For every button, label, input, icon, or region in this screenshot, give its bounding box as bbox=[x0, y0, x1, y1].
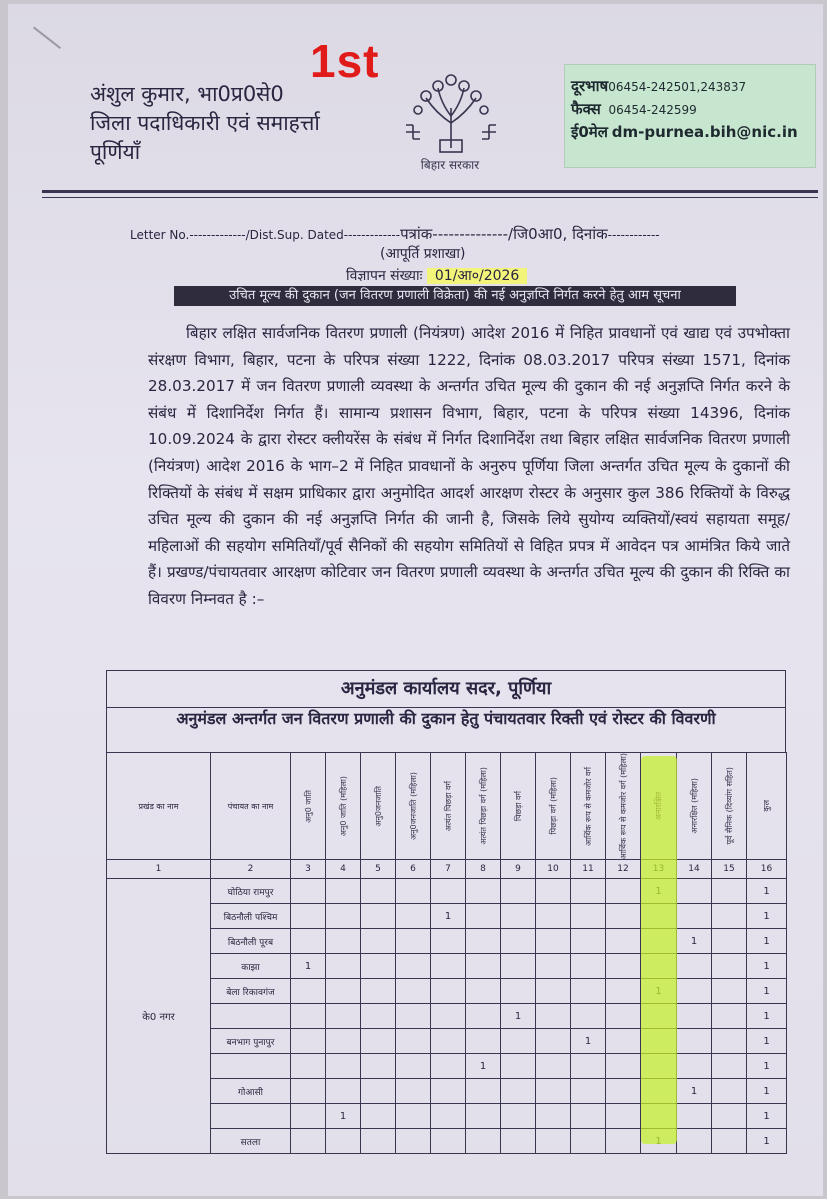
vacancy-cell bbox=[712, 979, 747, 1004]
vacancy-cell bbox=[431, 1054, 466, 1079]
officer-block bbox=[90, 80, 320, 167]
officer-designation: जिला पदाधिकारी एवं समाहर्त्ता bbox=[90, 111, 320, 135]
column-number: 12 bbox=[606, 860, 641, 879]
vacancy-cell bbox=[536, 1004, 571, 1029]
column-header: अनारक्षित (महिला) bbox=[677, 753, 712, 860]
phone-line: दूरभाष06454-242501,243837 bbox=[571, 77, 747, 95]
vacancy-cell bbox=[712, 929, 747, 954]
vacancy-cell: 1 bbox=[677, 929, 712, 954]
vacancy-cell bbox=[606, 879, 641, 904]
vacancy-cell: 1 bbox=[501, 1004, 536, 1029]
vacancy-cell bbox=[712, 879, 747, 904]
vacancy-cell bbox=[361, 1054, 396, 1079]
panchayat-cell: काझा bbox=[211, 954, 291, 979]
vacancy-cell bbox=[291, 1129, 326, 1154]
table-title: अनुमंडल कार्यालय सदर, पूर्णिया bbox=[106, 670, 786, 707]
vacancy-cell bbox=[536, 879, 571, 904]
vacancy-cell bbox=[606, 1029, 641, 1054]
vacancy-cell bbox=[536, 1029, 571, 1054]
vacancy-cell bbox=[606, 1054, 641, 1079]
vacancy-cell: 1 bbox=[747, 929, 787, 954]
vacancy-cell bbox=[326, 879, 361, 904]
supply-branch: (आपूर्ति प्रशाखा) bbox=[380, 246, 466, 262]
panchayat-cell bbox=[211, 1004, 291, 1029]
vacancy-cell bbox=[466, 929, 501, 954]
vacancy-cell bbox=[712, 1029, 747, 1054]
vacancy-cell: 1 bbox=[747, 1029, 787, 1054]
vacancy-cell bbox=[361, 929, 396, 954]
vacancy-cell bbox=[361, 1079, 396, 1104]
fax-line: फैक्स 06454-242599 bbox=[571, 100, 697, 118]
vacancy-cell bbox=[431, 879, 466, 904]
column-header: अनु0 जाति bbox=[291, 753, 326, 860]
vacancy-cell bbox=[396, 1004, 431, 1029]
vacancy-cell bbox=[501, 1129, 536, 1154]
vacancy-cell bbox=[396, 929, 431, 954]
vacancy-cell bbox=[571, 979, 606, 1004]
column-header: अनु0जनजाति (महिला) bbox=[396, 753, 431, 860]
column-header: कुल bbox=[747, 753, 787, 860]
vacancy-cell: 1 bbox=[747, 954, 787, 979]
vacancy-cell bbox=[466, 1079, 501, 1104]
vacancy-cell: 1 bbox=[747, 1004, 787, 1029]
vacancy-cell bbox=[606, 929, 641, 954]
column-number: 7 bbox=[431, 860, 466, 879]
vacancy-cell bbox=[501, 979, 536, 1004]
vacancy-cell bbox=[501, 904, 536, 929]
column-number: 4 bbox=[326, 860, 361, 879]
column-number: 11 bbox=[571, 860, 606, 879]
vacancy-cell: 1 bbox=[431, 904, 466, 929]
vacancy-cell bbox=[677, 1129, 712, 1154]
panchayat-cell: बिठनौली पश्चिम bbox=[211, 904, 291, 929]
vacancy-cell bbox=[501, 1054, 536, 1079]
vacancy-cell bbox=[501, 879, 536, 904]
vacancy-cell bbox=[677, 1029, 712, 1054]
vacancy-cell bbox=[536, 929, 571, 954]
document-page bbox=[8, 4, 823, 1196]
vacancy-cell bbox=[361, 1129, 396, 1154]
vacancy-cell bbox=[431, 1104, 466, 1129]
vacancy-cell bbox=[536, 1079, 571, 1104]
vacancy-cell bbox=[396, 954, 431, 979]
contact-box bbox=[564, 64, 816, 168]
panchayat-cell: बनभाग पुनापुर bbox=[211, 1029, 291, 1054]
vacancy-cell: 1 bbox=[326, 1104, 361, 1129]
panchayat-cell bbox=[211, 1104, 291, 1129]
vacancy-cell bbox=[291, 1029, 326, 1054]
vacancy-cell bbox=[677, 1004, 712, 1029]
column-number: 10 bbox=[536, 860, 571, 879]
vacancy-cell bbox=[712, 1079, 747, 1104]
panchayat-cell: सतला bbox=[211, 1129, 291, 1154]
vacancy-cell bbox=[466, 879, 501, 904]
vacancy-cell bbox=[606, 904, 641, 929]
vacancy-cell: 1 bbox=[747, 979, 787, 1004]
advertisement-number: विज्ञापन संख्याः 01/आ०/2026 bbox=[346, 266, 527, 285]
column-header: अनु0जनजाति bbox=[361, 753, 396, 860]
vacancy-cell bbox=[431, 1004, 466, 1029]
table-row bbox=[107, 879, 787, 904]
vacancy-cell bbox=[501, 1104, 536, 1129]
vacancy-cell bbox=[326, 1054, 361, 1079]
vacancy-cell bbox=[677, 979, 712, 1004]
vacancy-cell bbox=[712, 1054, 747, 1079]
column-number: 6 bbox=[396, 860, 431, 879]
column-header: अत्यंत पिछड़ा वर्ग (महिला) bbox=[466, 753, 501, 860]
vacancy-cell bbox=[326, 1004, 361, 1029]
panchayat-cell: बिठनौली पूरब bbox=[211, 929, 291, 954]
header-rule-thick bbox=[42, 190, 818, 193]
vacancy-cell bbox=[431, 1129, 466, 1154]
vacancy-cell bbox=[431, 979, 466, 1004]
column-header: अनु0 जाति (महिला) bbox=[326, 753, 361, 860]
vacancy-cell bbox=[361, 1004, 396, 1029]
vacancy-cell bbox=[326, 1079, 361, 1104]
vacancy-cell bbox=[326, 929, 361, 954]
vacancy-cell bbox=[466, 979, 501, 1004]
letter-number-line: Letter No.-------------/Dist.Sup. Dated-------------पत्रांक--------------/जि0आ0, दिनांक------------ bbox=[130, 225, 660, 243]
vacancy-cell bbox=[536, 1054, 571, 1079]
vacancy-cell bbox=[326, 954, 361, 979]
vacancy-cell bbox=[361, 1029, 396, 1054]
vacancy-cell bbox=[291, 1004, 326, 1029]
vacancy-cell bbox=[466, 954, 501, 979]
vacancy-cell bbox=[361, 979, 396, 1004]
vacancy-cell bbox=[571, 1004, 606, 1029]
column-number: 1 bbox=[107, 860, 211, 879]
vacancy-cell: 1 bbox=[747, 904, 787, 929]
vacancy-cell bbox=[571, 904, 606, 929]
vacancy-cell bbox=[291, 879, 326, 904]
vacancy-cell bbox=[466, 1004, 501, 1029]
vacancy-cell bbox=[396, 1129, 431, 1154]
vacancy-cell bbox=[466, 1029, 501, 1054]
vacancy-cell: 1 bbox=[747, 1079, 787, 1104]
vacancy-cell bbox=[571, 879, 606, 904]
column-number: 5 bbox=[361, 860, 396, 879]
vacancy-cell bbox=[677, 954, 712, 979]
vacancy-cell bbox=[712, 1004, 747, 1029]
vacancy-cell bbox=[501, 954, 536, 979]
subject-line: उचित मूल्य की दुकान (जन वितरण प्रणाली विक्रेता) की नई अनुज्ञप्ति निर्गत करने हेतु आम सूचना bbox=[174, 286, 736, 306]
column-number: 3 bbox=[291, 860, 326, 879]
vacancy-cell bbox=[291, 1079, 326, 1104]
vacancy-cell: 1 bbox=[677, 1079, 712, 1104]
vacancy-cell bbox=[606, 1079, 641, 1104]
vacancy-cell bbox=[291, 979, 326, 1004]
vacancy-cell bbox=[431, 1079, 466, 1104]
column-header: प्रखंड का नाम bbox=[107, 753, 211, 860]
vacancy-cell bbox=[291, 1104, 326, 1129]
vacancy-cell bbox=[361, 954, 396, 979]
email-line: ई0मेल dm-purnea.bih@nic.in bbox=[571, 123, 798, 141]
vacancy-cell bbox=[712, 1129, 747, 1154]
vacancy-cell bbox=[326, 979, 361, 1004]
column-header: पंचायत का नाम bbox=[211, 753, 291, 860]
vacancy-cell bbox=[466, 904, 501, 929]
vacancy-cell bbox=[291, 929, 326, 954]
vacancy-cell bbox=[606, 979, 641, 1004]
vacancy-cell bbox=[326, 1129, 361, 1154]
vacancy-cell bbox=[431, 1029, 466, 1054]
vacancy-cell bbox=[501, 929, 536, 954]
vacancy-cell bbox=[466, 1129, 501, 1154]
emblem-caption: बिहार सरकार bbox=[420, 158, 480, 172]
vacancy-cell bbox=[361, 904, 396, 929]
vacancy-cell bbox=[712, 1104, 747, 1129]
vacancy-cell bbox=[571, 929, 606, 954]
vacancy-cell bbox=[571, 954, 606, 979]
panchayat-cell bbox=[211, 1054, 291, 1079]
vacancy-cell bbox=[677, 1104, 712, 1129]
vacancy-cell bbox=[291, 1054, 326, 1079]
officer-district: पूर्णियाँ bbox=[90, 140, 141, 164]
column-13-highlighter bbox=[641, 756, 677, 1144]
vacancy-cell bbox=[396, 1054, 431, 1079]
vacancy-cell bbox=[677, 904, 712, 929]
officer-name: अंशुल कुमार, भा0प्र0से0 bbox=[90, 82, 284, 106]
column-header: पिछड़ा वर्ग (महिला) bbox=[536, 753, 571, 860]
vacancy-cell: 1 bbox=[747, 1129, 787, 1154]
panchayat-cell: गोआसी bbox=[211, 1079, 291, 1104]
notice-body bbox=[148, 320, 790, 613]
column-number: 9 bbox=[501, 860, 536, 879]
staple-mark bbox=[17, 27, 61, 70]
roster-grid bbox=[106, 752, 787, 1154]
column-header: पूर्व सैनिक (दिव्यांग सहित) bbox=[712, 753, 747, 860]
table-subtitle: अनुमंडल अन्तर्गत जन वितरण प्रणाली की दुकान हेतु पंचायतवार रिक्ती एवं रोस्टर की विवरणी bbox=[106, 707, 786, 752]
vacancy-cell bbox=[431, 954, 466, 979]
vacancy-cell bbox=[396, 1029, 431, 1054]
vacancy-cell bbox=[396, 879, 431, 904]
advertisement-number-highlight: 01/आ०/2026 bbox=[427, 268, 527, 284]
vacancy-cell bbox=[431, 929, 466, 954]
vacancy-cell bbox=[396, 1079, 431, 1104]
vacancy-cell bbox=[536, 1129, 571, 1154]
vacancy-cell bbox=[291, 904, 326, 929]
vacancy-cell bbox=[536, 954, 571, 979]
column-header: अत्यंत पिछड़ा वर्ग bbox=[431, 753, 466, 860]
column-header: आर्थिक रूप से कमजोर वर्ग bbox=[571, 753, 606, 860]
column-number: 2 bbox=[211, 860, 291, 879]
vacancy-cell: 1 bbox=[747, 1104, 787, 1129]
vacancy-cell bbox=[396, 904, 431, 929]
vacancy-cell bbox=[396, 979, 431, 1004]
vacancy-cell bbox=[571, 1104, 606, 1129]
vacancy-cell bbox=[326, 904, 361, 929]
column-header: आर्थिक रूप से कमजोर वर्ग (महिला) bbox=[606, 753, 641, 860]
vacancy-cell: 1 bbox=[571, 1029, 606, 1054]
header-rule-thin bbox=[42, 197, 818, 198]
column-number: 8 bbox=[466, 860, 501, 879]
vacancy-cell bbox=[361, 1104, 396, 1129]
vacancy-cell bbox=[677, 879, 712, 904]
vacancy-cell bbox=[501, 1079, 536, 1104]
vacancy-cell bbox=[571, 1054, 606, 1079]
vacancy-cell bbox=[536, 1104, 571, 1129]
vacancy-table bbox=[106, 670, 786, 1154]
panchayat-cell: घोठिया रामपुर bbox=[211, 879, 291, 904]
vacancy-cell bbox=[466, 1104, 501, 1129]
panchayat-cell: बेला रिकावगंज bbox=[211, 979, 291, 1004]
vacancy-cell bbox=[712, 954, 747, 979]
vacancy-cell: 1 bbox=[291, 954, 326, 979]
vacancy-cell bbox=[571, 1079, 606, 1104]
first-stamp: 1st bbox=[310, 35, 380, 87]
vacancy-cell bbox=[677, 1054, 712, 1079]
vacancy-cell bbox=[606, 954, 641, 979]
vacancy-cell bbox=[536, 904, 571, 929]
vacancy-cell: 1 bbox=[747, 1054, 787, 1079]
vacancy-cell: 1 bbox=[747, 879, 787, 904]
vacancy-cell: 1 bbox=[466, 1054, 501, 1079]
vacancy-cell bbox=[712, 904, 747, 929]
vacancy-cell bbox=[606, 1004, 641, 1029]
column-number: 15 bbox=[712, 860, 747, 879]
vacancy-cell bbox=[361, 879, 396, 904]
column-number: 16 bbox=[747, 860, 787, 879]
vacancy-cell bbox=[326, 1029, 361, 1054]
column-number: 14 bbox=[677, 860, 712, 879]
vacancy-cell bbox=[571, 1129, 606, 1154]
vacancy-cell bbox=[501, 1029, 536, 1054]
vacancy-cell bbox=[396, 1104, 431, 1129]
vacancy-cell bbox=[606, 1104, 641, 1129]
column-header: पिछड़ा वर्ग bbox=[501, 753, 536, 860]
notice-paragraph: बिहार लक्षित सार्वजनिक वितरण प्रणाली (नियंत्रण) आदेश 2016 में निहित प्रावधानों एवं खाद्य एवं उपभोक्ता संरक्षण विभाग, बिहार, पटना के परिपत्र संख्या 1222, दिनांक 08.03.2017 परिपत्र संख्या 1571, दिनांक 28.03.2017 में जन वितरण प्रणाली व्यवस्था के अन्तर्गत उचित मूल्य की दुकान की नई अनुज्ञप्ति निर्गत करने के संबंध में दिशानिर्देश निर्गत हैं। सामान्य प्रशासन विभाग, बिहार, पटना के परिपत्र संख्या 14396, दिनांक 10.09.2024 के द्वारा रोस्टर क्लीयरेंस के संबंध में निर्गत दिशानिर्देश तथा बिहार लक्षित सार्वजनिक वितरण प्रणाली (नियंत्रण) आदेश 2016 के भाग–2 में निहित प्रावधानों के अनुरुप पूर्णिया जिला अन्तर्गत उचित मूल्य के दुकानों की रिक्तियों के संबंध में सक्षम प्राधिकार द्वारा अनुमोदित आदर्श आरक्षण रोस्टर के अनुसार कुल 386 रिक्तियों के विरुद्ध उचित मूल्य की दुकान की नई अनुज्ञप्ति निर्गत की जानी है, जिसके लिये सुयोग्य व्यक्तियों/स्वयं सहायता समूह/महिलाओं की सहयोग समितियाँ/पूर्व सैनिकों की सहयोग समितियों से विहित प्रपत्र में आवेदन पत्र आमंत्रित किये जाते हैं। प्रखण्ड/पंचायतवार आरक्षण कोटिवार जन वितरण प्रणाली व्यवस्था के अन्तर्गत उचित मूल्य की दुकान की रिक्ति का विवरण निम्नवत है :– bbox=[148, 324, 790, 608]
vacancy-cell bbox=[606, 1129, 641, 1154]
block-name-cell: के0 नगर bbox=[107, 879, 211, 1154]
vacancy-cell bbox=[536, 979, 571, 1004]
